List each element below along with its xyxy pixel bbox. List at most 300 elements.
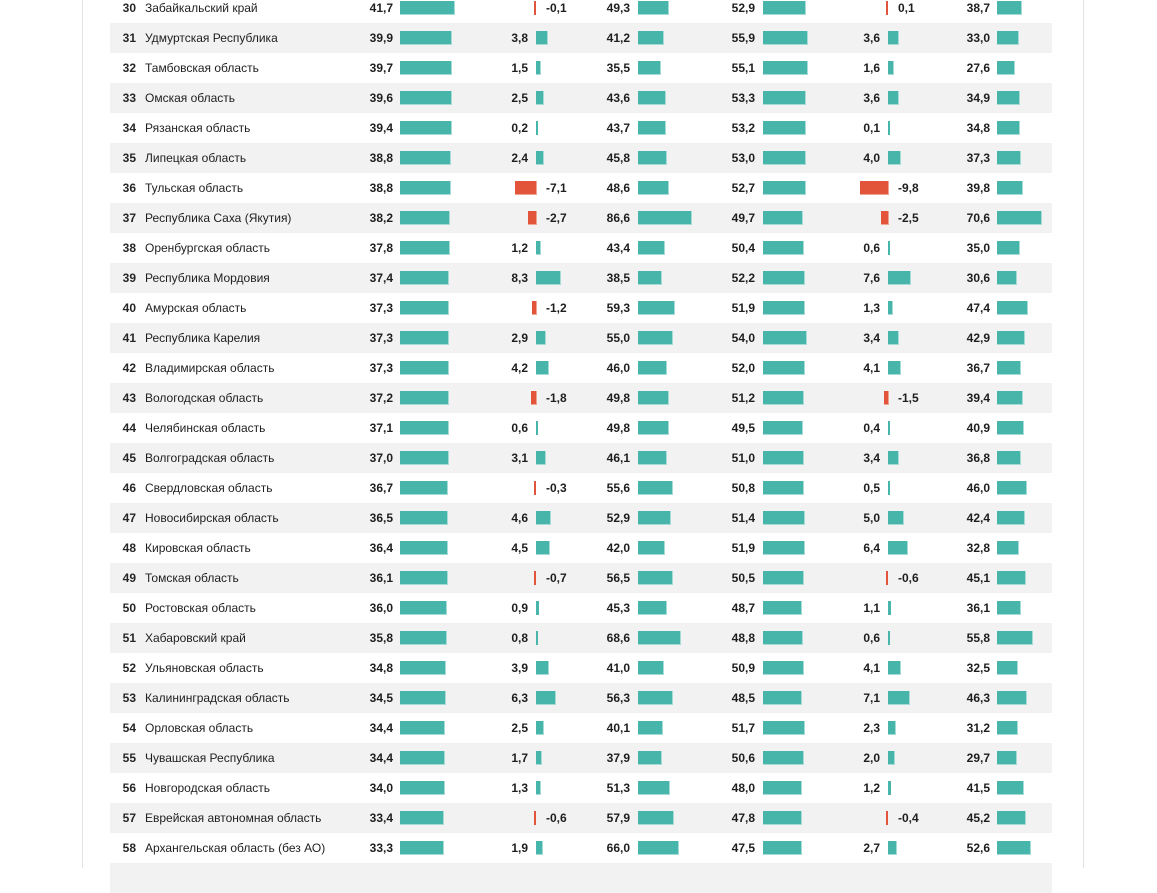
row-rank: 42 xyxy=(122,361,136,375)
row-rank: 37 xyxy=(122,211,136,225)
value1-label: 36,1 xyxy=(369,571,393,585)
value1-label: 38,8 xyxy=(369,181,393,195)
region-name: Вологодская область xyxy=(145,391,264,405)
table-row xyxy=(110,713,1052,743)
delta2-bar xyxy=(888,91,899,105)
value2-label: 46,1 xyxy=(606,451,630,465)
delta2-bar xyxy=(888,511,904,525)
value2-bar xyxy=(638,361,667,375)
value2-label: 52,9 xyxy=(606,511,630,525)
delta2-bar xyxy=(888,301,893,315)
value2-label: 43,4 xyxy=(606,241,630,255)
delta1-label: 1,3 xyxy=(511,781,528,795)
delta1-bar xyxy=(536,601,539,615)
value1-bar xyxy=(400,631,447,645)
value3-bar xyxy=(763,61,808,75)
delta1-bar xyxy=(536,721,544,735)
delta2-bar xyxy=(886,1,888,15)
delta2-bar xyxy=(888,61,894,75)
row-rank: 56 xyxy=(122,781,136,795)
region-name: Еврейская автономная область xyxy=(145,811,322,825)
value2-label: 43,7 xyxy=(606,121,630,135)
value3-label: 53,0 xyxy=(731,151,755,165)
delta2-label: 7,1 xyxy=(863,691,880,705)
value2-bar xyxy=(638,391,669,405)
value3-label: 48,7 xyxy=(731,601,755,615)
value1-bar xyxy=(400,391,449,405)
value4-label: 32,8 xyxy=(966,541,990,555)
value2-label: 38,5 xyxy=(606,271,630,285)
value4-label: 36,8 xyxy=(966,451,990,465)
value2-label: 55,0 xyxy=(606,331,630,345)
value2-label: 68,6 xyxy=(606,631,630,645)
value3-bar xyxy=(763,721,805,735)
value3-bar xyxy=(763,211,803,225)
value2-bar xyxy=(638,451,667,465)
delta1-label: 3,1 xyxy=(511,451,528,465)
value3-label: 51,4 xyxy=(731,511,755,525)
value2-bar xyxy=(638,811,674,825)
value4-bar xyxy=(997,421,1024,435)
region-name: Чувашская Республика xyxy=(145,751,275,765)
value1-label: 34,4 xyxy=(369,751,393,765)
delta1-label: -0,6 xyxy=(546,811,567,825)
value1-label: 37,3 xyxy=(369,331,393,345)
value4-bar xyxy=(997,541,1019,555)
value4-label: 40,9 xyxy=(966,421,990,435)
value3-label: 50,9 xyxy=(731,661,755,675)
value1-label: 34,8 xyxy=(369,661,393,675)
delta2-bar xyxy=(886,571,888,585)
value2-bar xyxy=(638,511,671,525)
delta1-label: 2,5 xyxy=(511,91,528,105)
value4-label: 55,8 xyxy=(966,631,990,645)
value3-bar xyxy=(763,301,805,315)
delta1-label: -1,8 xyxy=(546,391,567,405)
table-row xyxy=(110,833,1052,863)
region-name: Ульяновская область xyxy=(145,661,264,675)
row-rank: 47 xyxy=(122,511,136,525)
value4-label: 52,6 xyxy=(966,841,990,855)
value1-bar xyxy=(400,541,448,555)
value4-label: 39,8 xyxy=(966,181,990,195)
value4-bar xyxy=(997,241,1020,255)
value4-bar xyxy=(997,301,1028,315)
value2-label: 35,5 xyxy=(606,61,630,75)
value4-bar xyxy=(997,271,1017,285)
value4-bar xyxy=(997,91,1020,105)
value2-bar xyxy=(638,841,679,855)
delta2-label: -2,5 xyxy=(898,211,919,225)
value3-label: 51,9 xyxy=(731,301,755,315)
value3-bar xyxy=(763,691,802,705)
value4-bar xyxy=(997,451,1021,465)
delta2-label: 7,6 xyxy=(863,271,880,285)
value1-label: 39,4 xyxy=(369,121,393,135)
value2-bar xyxy=(638,481,673,495)
delta2-bar xyxy=(888,841,897,855)
delta1-label: -7,1 xyxy=(546,181,567,195)
value3-bar xyxy=(763,451,804,465)
value3-label: 55,1 xyxy=(731,61,755,75)
delta1-label: 2,5 xyxy=(511,721,528,735)
value2-bar xyxy=(638,721,663,735)
table-row xyxy=(110,0,1052,23)
value1-bar xyxy=(400,31,452,45)
row-rank: 30 xyxy=(122,1,136,15)
region-name: Владимирская область xyxy=(145,361,275,375)
value2-label: 48,6 xyxy=(606,181,630,195)
value4-bar xyxy=(997,691,1027,705)
delta1-label: 0,2 xyxy=(511,121,528,135)
region-name: Липецкая область xyxy=(145,151,247,165)
value2-bar xyxy=(638,1,669,15)
value2-label: 55,6 xyxy=(606,481,630,495)
value4-bar xyxy=(997,31,1019,45)
table-row xyxy=(110,53,1052,83)
delta1-label: 0,6 xyxy=(511,421,528,435)
value3-label: 52,2 xyxy=(731,271,755,285)
value3-label: 48,8 xyxy=(731,631,755,645)
delta2-label: 0,1 xyxy=(898,1,915,15)
table-row xyxy=(110,113,1052,143)
value4-label: 36,1 xyxy=(966,601,990,615)
table-row xyxy=(110,353,1052,383)
value1-label: 36,5 xyxy=(369,511,393,525)
table-row xyxy=(110,473,1052,503)
value1-label: 41,7 xyxy=(369,1,393,15)
value2-bar xyxy=(638,751,662,765)
delta2-bar xyxy=(886,811,888,825)
value1-bar xyxy=(400,571,448,585)
value3-bar xyxy=(763,391,804,405)
row-rank: 43 xyxy=(122,391,136,405)
row-rank: 31 xyxy=(122,31,136,45)
table-row xyxy=(110,503,1052,533)
value1-bar xyxy=(400,451,449,465)
region-name: Оренбургская область xyxy=(145,241,271,255)
value4-label: 45,1 xyxy=(966,571,990,585)
value2-bar xyxy=(638,631,681,645)
value4-bar xyxy=(997,661,1018,675)
value1-bar xyxy=(400,781,445,795)
value4-bar xyxy=(997,331,1025,345)
value2-bar xyxy=(638,31,664,45)
value4-bar xyxy=(997,181,1023,195)
value2-label: 51,3 xyxy=(606,781,630,795)
delta2-label: 1,3 xyxy=(863,301,880,315)
value4-label: 27,6 xyxy=(966,61,990,75)
delta1-label: -0,7 xyxy=(546,571,567,585)
value3-label: 51,0 xyxy=(731,451,755,465)
value3-bar xyxy=(763,781,802,795)
delta2-bar xyxy=(888,481,890,495)
value4-label: 31,2 xyxy=(966,721,990,735)
value4-bar xyxy=(997,391,1023,405)
value2-bar xyxy=(638,211,692,225)
row-rank: 49 xyxy=(122,571,136,585)
value1-bar xyxy=(400,661,446,675)
delta1-label: 4,5 xyxy=(511,541,528,555)
delta1-label: -0,1 xyxy=(546,1,567,15)
value3-bar xyxy=(763,361,805,375)
delta2-bar xyxy=(888,361,901,375)
row-rank: 35 xyxy=(122,151,136,165)
value2-bar xyxy=(638,181,669,195)
value3-bar xyxy=(763,241,804,255)
delta1-bar xyxy=(536,511,551,525)
value3-bar xyxy=(763,421,803,435)
value2-bar xyxy=(638,571,673,585)
delta2-bar xyxy=(888,661,901,675)
value3-bar xyxy=(763,271,805,285)
value3-label: 54,0 xyxy=(731,331,755,345)
delta2-label: 1,2 xyxy=(863,781,880,795)
value3-label: 47,8 xyxy=(731,811,755,825)
value1-label: 39,6 xyxy=(369,91,393,105)
delta1-bar xyxy=(536,631,538,645)
value2-label: 40,1 xyxy=(606,721,630,735)
value1-bar xyxy=(400,421,449,435)
table-row xyxy=(110,143,1052,173)
delta1-label: -0,3 xyxy=(546,481,567,495)
value4-label: 32,5 xyxy=(966,661,990,675)
row-rank: 48 xyxy=(122,541,136,555)
value4-bar xyxy=(997,781,1024,795)
delta1-bar xyxy=(536,541,550,555)
value3-bar xyxy=(763,121,806,135)
value4-label: 38,7 xyxy=(966,1,990,15)
delta2-bar xyxy=(888,121,890,135)
value3-bar xyxy=(763,541,805,555)
value3-label: 47,5 xyxy=(731,841,755,855)
region-name: Амурская область xyxy=(145,301,247,315)
delta1-label: -2,7 xyxy=(546,211,567,225)
value4-label: 42,9 xyxy=(966,331,990,345)
value4-bar xyxy=(997,151,1021,165)
delta2-bar xyxy=(860,181,889,195)
table-row xyxy=(110,593,1052,623)
table-row xyxy=(110,263,1052,293)
region-name: Омская область xyxy=(145,91,236,105)
delta1-label: 2,4 xyxy=(511,151,528,165)
delta1-bar xyxy=(536,331,546,345)
delta2-bar xyxy=(888,541,908,555)
value3-bar xyxy=(763,151,806,165)
value4-bar xyxy=(997,751,1017,765)
row-rank: 40 xyxy=(122,301,136,315)
delta2-label: 3,6 xyxy=(863,31,880,45)
delta1-label: 3,9 xyxy=(511,661,528,675)
value3-bar xyxy=(763,181,806,195)
delta2-label: 4,1 xyxy=(863,361,880,375)
delta2-bar xyxy=(888,691,910,705)
value4-label: 39,4 xyxy=(966,391,990,405)
table-row xyxy=(110,383,1052,413)
value1-bar xyxy=(400,751,445,765)
value1-bar xyxy=(400,691,446,705)
delta1-bar xyxy=(536,121,538,135)
value1-label: 39,9 xyxy=(369,31,393,45)
delta1-bar xyxy=(536,691,556,705)
value4-label: 36,7 xyxy=(966,361,990,375)
value1-label: 36,0 xyxy=(369,601,393,615)
delta1-bar xyxy=(536,151,544,165)
value2-label: 56,5 xyxy=(606,571,630,585)
value2-bar xyxy=(638,691,673,705)
row-rank: 32 xyxy=(122,61,136,75)
value2-label: 49,8 xyxy=(606,391,630,405)
delta2-bar xyxy=(881,211,889,225)
value3-bar xyxy=(763,481,804,495)
value4-label: 41,5 xyxy=(966,781,990,795)
value4-label: 37,3 xyxy=(966,151,990,165)
delta1-bar xyxy=(536,61,541,75)
value2-bar xyxy=(638,601,667,615)
value2-label: 86,6 xyxy=(606,211,630,225)
delta1-bar xyxy=(536,661,549,675)
value3-bar xyxy=(763,811,802,825)
value4-label: 42,4 xyxy=(966,511,990,525)
delta1-bar xyxy=(536,751,542,765)
delta2-label: -9,8 xyxy=(898,181,919,195)
value1-label: 36,7 xyxy=(369,481,393,495)
value4-bar xyxy=(997,571,1026,585)
value4-bar xyxy=(997,721,1018,735)
row-rank: 58 xyxy=(122,841,136,855)
region-name: Республика Мордовия xyxy=(145,271,270,285)
value1-bar xyxy=(400,721,445,735)
row-rank: 45 xyxy=(122,451,136,465)
value1-bar xyxy=(400,811,444,825)
value3-bar xyxy=(763,601,802,615)
value3-label: 49,7 xyxy=(731,211,755,225)
region-name: Хабаровский край xyxy=(145,631,246,645)
region-name: Орловская область xyxy=(145,721,254,735)
row-rank: 46 xyxy=(122,481,136,495)
value3-label: 48,5 xyxy=(731,691,755,705)
value1-bar xyxy=(400,61,452,75)
value1-bar xyxy=(400,181,451,195)
value3-label: 55,9 xyxy=(731,31,755,45)
value1-bar xyxy=(400,211,450,225)
delta2-label: -0,4 xyxy=(898,811,919,825)
region-name: Республика Карелия xyxy=(145,331,261,345)
value3-bar xyxy=(763,511,805,525)
table-row xyxy=(110,83,1052,113)
table-row xyxy=(110,563,1052,593)
delta1-label: 1,5 xyxy=(511,61,528,75)
row-rank: 33 xyxy=(122,91,136,105)
value2-bar xyxy=(638,541,665,555)
delta2-label: 1,1 xyxy=(863,601,880,615)
delta1-label: 4,6 xyxy=(511,511,528,525)
region-name: Ростовская область xyxy=(145,601,256,615)
value4-bar xyxy=(997,211,1042,225)
delta1-label: 4,2 xyxy=(511,361,528,375)
value4-label: 70,6 xyxy=(966,211,990,225)
value4-label: 46,3 xyxy=(966,691,990,705)
delta2-bar xyxy=(888,751,895,765)
value3-bar xyxy=(763,31,808,45)
delta2-bar xyxy=(888,451,899,465)
delta2-label: 2,3 xyxy=(863,721,880,735)
delta1-bar xyxy=(536,781,541,795)
value2-label: 57,9 xyxy=(606,811,630,825)
value1-label: 38,8 xyxy=(369,151,393,165)
delta1-label: -1,2 xyxy=(546,301,567,315)
row-rank: 50 xyxy=(122,601,136,615)
table-row xyxy=(110,773,1052,803)
delta2-label: 4,1 xyxy=(863,661,880,675)
row-rank: 51 xyxy=(122,631,136,645)
value4-label: 33,0 xyxy=(966,31,990,45)
value2-label: 56,3 xyxy=(606,691,630,705)
value2-label: 43,6 xyxy=(606,91,630,105)
delta2-label: 3,4 xyxy=(863,331,880,345)
row-rank: 55 xyxy=(122,751,136,765)
value1-label: 37,8 xyxy=(369,241,393,255)
value4-bar xyxy=(997,511,1025,525)
delta1-bar xyxy=(534,481,536,495)
value1-bar xyxy=(400,1,455,15)
value4-label: 34,9 xyxy=(966,91,990,105)
value4-bar xyxy=(997,1,1022,15)
value3-label: 53,3 xyxy=(731,91,755,105)
right-border-rule xyxy=(1083,0,1084,868)
row-rank: 57 xyxy=(122,811,136,825)
table-row xyxy=(110,653,1052,683)
value2-bar xyxy=(638,241,665,255)
delta2-label: 2,0 xyxy=(863,751,880,765)
row-rank: 52 xyxy=(122,661,136,675)
delta1-bar xyxy=(536,271,561,285)
value1-label: 37,0 xyxy=(369,451,393,465)
value3-bar xyxy=(763,751,804,765)
value4-bar xyxy=(997,121,1020,135)
value1-bar xyxy=(400,601,447,615)
delta2-bar xyxy=(884,391,889,405)
value2-bar xyxy=(638,301,675,315)
value2-bar xyxy=(638,661,664,675)
delta1-bar xyxy=(531,391,537,405)
value2-bar xyxy=(638,331,673,345)
table-row xyxy=(110,323,1052,353)
value3-bar xyxy=(763,841,802,855)
value1-bar xyxy=(400,841,444,855)
value1-label: 37,4 xyxy=(369,271,393,285)
delta1-bar xyxy=(536,241,541,255)
delta1-label: 6,3 xyxy=(511,691,528,705)
value4-bar xyxy=(997,811,1026,825)
table-row xyxy=(110,743,1052,773)
value1-bar xyxy=(400,331,449,345)
delta1-label: 3,8 xyxy=(511,31,528,45)
delta1-label: 1,2 xyxy=(511,241,528,255)
delta2-label: 0,6 xyxy=(863,241,880,255)
delta2-bar xyxy=(888,151,901,165)
value2-label: 59,3 xyxy=(606,301,630,315)
delta1-bar xyxy=(536,91,544,105)
value3-label: 52,7 xyxy=(731,181,755,195)
region-rating-table xyxy=(110,0,1052,893)
value1-label: 37,3 xyxy=(369,301,393,315)
table-row xyxy=(110,533,1052,563)
table-row xyxy=(110,443,1052,473)
value2-bar xyxy=(638,781,670,795)
value2-label: 42,0 xyxy=(606,541,630,555)
value4-bar xyxy=(997,61,1015,75)
